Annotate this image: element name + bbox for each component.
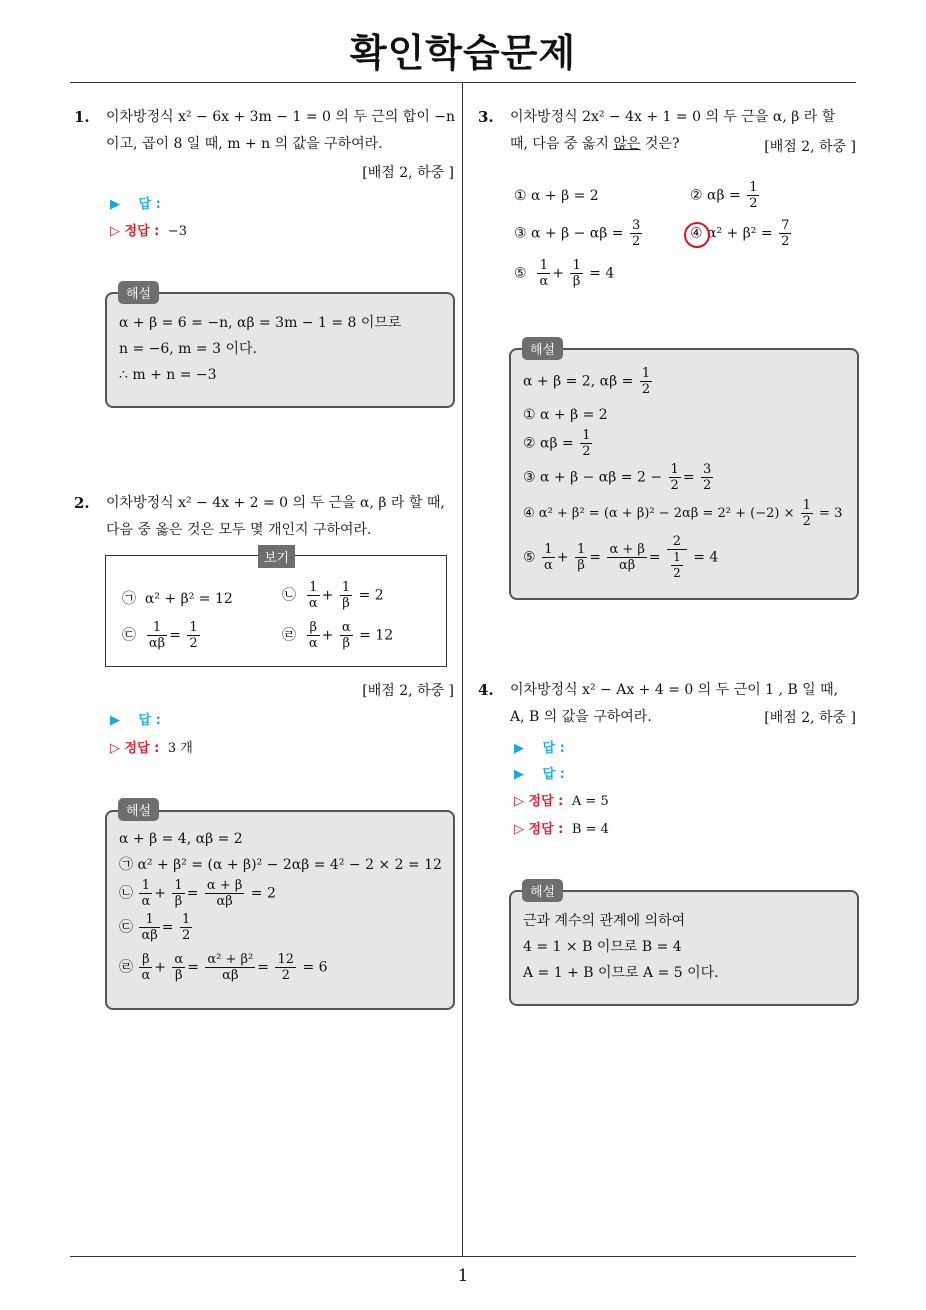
- bogi-item-a: [122, 588, 233, 608]
- bogi-item-d: ㉣ $\frac{\beta}{\alpha}$ + $\frac{\alpha}{\beta}$ = 12: [282, 620, 394, 651]
- q4-correct-label: 정답 :: [528, 794, 564, 809]
- q3-choice-4[interactable]: ④ α² + β² = $\frac{7}{2}$: [690, 218, 790, 249]
- q2-answer-label: 답 :: [138, 713, 161, 728]
- q1-answer-label: 답 :: [138, 197, 161, 212]
- filled-triangle-icon: ▶: [514, 767, 524, 782]
- q1-answer-row[interactable]: [110, 193, 161, 212]
- bottom-rule: [70, 1256, 856, 1257]
- q4-line2: A, B 의 값을 구하여라.: [510, 709, 652, 725]
- q2-number: 2.: [74, 494, 90, 512]
- outline-triangle-icon: ▷: [514, 822, 524, 837]
- q1-solution-tag: 해설: [118, 281, 159, 304]
- q2-correct-row: [110, 737, 193, 756]
- q3-sol-line: α + β = 2, αβ = $\frac{1}{2}$: [523, 366, 651, 397]
- q4-answer-label: 답 :: [542, 741, 565, 756]
- q3-choice-1[interactable]: ① α + β = 2: [514, 188, 599, 204]
- q2-sol-line: ㉡ $\frac{1}{\alpha}$ + $\frac{1}{\beta}$ = $\frac{\alpha + \beta}{\alpha\beta}$ = 2: [119, 878, 276, 909]
- bogi-mark: ㉢: [122, 627, 136, 644]
- q1-correct-row: [110, 220, 187, 239]
- outline-triangle-icon: ▷: [110, 224, 120, 239]
- q2-solution-box: [105, 810, 455, 1010]
- q3-meta: [배점 2, 하중 ]: [764, 139, 856, 155]
- q2-sol-line: ㉣ $\frac{\beta}{\alpha}$ + $\frac{\alpha}{\beta}$ = $\frac{\text{α² + β²}}{\alpha\beta}$ = $\frac{12}{2}$ = 6: [119, 952, 328, 983]
- q3-sol-line: ④ α² + β² = (α + β)² − 2αβ = 2² + (−2) × $\frac{1}{2}$ = 3: [523, 498, 843, 529]
- fraction: $\frac{1}{\alpha}$: [308, 580, 318, 611]
- q2-meta: [배점 2, 하중 ]: [362, 683, 454, 699]
- q3-sol-line: ① α + β = 2: [523, 407, 608, 423]
- q2-sol-line: α + β = 4, αβ = 2: [119, 831, 243, 847]
- q1-correct-label: 정답 :: [124, 224, 160, 239]
- q3-sol-line: ③ α + β − αβ = 2 − $\frac{1}{2}$ = $\frac{3}{2}$: [523, 462, 712, 493]
- q4-sol-line: A = 1 + B 이므로 A = 5 이다.: [523, 965, 719, 981]
- q1-correct-value: −3: [167, 224, 188, 239]
- top-rule: [70, 82, 856, 83]
- q3-choice-2[interactable]: ② αβ = $\frac{1}{2}$: [690, 180, 758, 211]
- q2-line1: 이차방정식 x² − 4x + 2 = 0 의 두 근을 α, β 라 할 때,: [106, 495, 445, 511]
- page-number: 1: [457, 1266, 469, 1286]
- filled-triangle-icon: ▶: [110, 713, 120, 728]
- q1-line1: 이차방정식 x² − 6x + 3m − 1 = 0 의 두 근의 합이 −n: [106, 109, 456, 125]
- page-title: 확인학습문제: [349, 31, 577, 75]
- bogi-mark: ㉡: [282, 587, 296, 604]
- q3-choice-5[interactable]: ⑤ $\frac{1}{\alpha}$ + $\frac{1}{\beta}$ = 4: [514, 258, 615, 289]
- filled-triangle-icon: ▶: [514, 741, 524, 756]
- bogi-item-b: ㉡ $\frac{1}{\alpha}$ + $\frac{1}{\beta}$ = 2: [282, 580, 384, 611]
- q4-sol-line: 4 = 1 × B 이므로 B = 4: [523, 939, 682, 955]
- q1-meta: [배점 2, 하중 ]: [362, 165, 454, 181]
- q4-solution-box: [509, 890, 859, 1006]
- fraction: $\frac{\beta}{\alpha}$: [308, 620, 318, 651]
- q3-solution-tag: 해설: [522, 337, 563, 360]
- q4-answer-row-1[interactable]: [514, 737, 565, 756]
- column-divider: [462, 82, 463, 1257]
- outline-triangle-icon: ▷: [110, 741, 120, 756]
- q4-meta: [배점 2, 하중 ]: [764, 710, 856, 726]
- q4-answer-label: 답 :: [542, 767, 565, 782]
- outline-triangle-icon: ▷: [514, 794, 524, 809]
- fraction: $\frac{\alpha}{\beta}$: [341, 620, 351, 651]
- q4-line1: 이차방정식 x² − Ax + 4 = 0 의 두 근이 1 , B 일 때,: [510, 682, 839, 698]
- q4-answer-row-2[interactable]: [514, 763, 565, 782]
- filled-triangle-icon: ▶: [110, 197, 120, 212]
- q1-sol-line: n = −6, m = 3 이다.: [119, 341, 257, 357]
- q4-correct-label: 정답 :: [528, 822, 564, 837]
- bogi-expr: = 12: [359, 627, 394, 644]
- q2-correct-value: 3 개: [167, 741, 193, 756]
- q4-correct-value-2: B = 4: [571, 822, 609, 837]
- q1-number: 1.: [74, 108, 90, 126]
- bogi-expr: = 2: [358, 587, 384, 604]
- q4-correct-row-1: [514, 790, 609, 809]
- q2-bogi-box: [105, 555, 447, 667]
- q1-solution-box: [105, 292, 455, 408]
- q3-sol-line: ② αβ = $\frac{1}{2}$: [523, 428, 591, 459]
- bogi-item-c: ㉢ $\frac{1}{\alpha\beta}$ = $\frac{1}{2}$: [122, 620, 198, 651]
- bogi-mark: ㉣: [282, 627, 296, 644]
- q1-sol-line: α + β = 6 = −n, αβ = 3m − 1 = 8 이므로: [119, 315, 402, 331]
- q1-line2: 이고, 곱이 8 일 때, m + n 의 값을 구하여라.: [106, 136, 383, 152]
- q3-line2: 때, 다음 중 옳지 않은 것은?: [510, 136, 680, 152]
- q2-text: [106, 490, 456, 544]
- q3-sol-line: ⑤ $\frac{1}{\alpha}$ + $\frac{1}{\beta}$ = $\frac{\alpha + \beta}{\alpha\beta}$ = $\frac{2}{\frac{1}{2}}$ = 4: [523, 534, 719, 580]
- selected-answer-circle-icon: [684, 222, 710, 248]
- q3-line1: 이차방정식 2x² − 4x + 1 = 0 의 두 근을 α, β 라 할: [510, 109, 836, 125]
- q2-line2: 다음 중 옳은 것은 모두 몇 개인지 구하여라.: [106, 522, 372, 538]
- q2-solution-tag: 해설: [118, 798, 159, 821]
- q4-solution-tag: 해설: [522, 879, 563, 902]
- bogi-expr: α² + β² = 12: [144, 591, 233, 607]
- q3-choice-3[interactable]: ③ α + β − αβ = $\frac{3}{2}$: [514, 218, 641, 249]
- q1-text: [106, 104, 456, 158]
- q4-number: 4.: [478, 681, 494, 699]
- q2-sol-line: ㉠ α² + β² = (α + β)² − 2αβ = 4² − 2 × 2 = 12: [119, 857, 442, 873]
- fraction: $\frac{1}{2}$: [189, 620, 198, 651]
- fraction: $\frac{1}{\alpha\beta}$: [148, 620, 166, 651]
- q2-bogi-tag: 보기: [258, 545, 295, 568]
- q1-sol-line: ∴ m + n = −3: [119, 367, 217, 383]
- q2-sol-line: ㉢ $\frac{1}{\alpha\beta}$ = $\frac{1}{2}$: [119, 912, 191, 943]
- q4-correct-value-1: A = 5: [571, 794, 609, 809]
- q3-number: 3.: [478, 108, 494, 126]
- bogi-mark: ㉠: [122, 591, 136, 607]
- q2-answer-row[interactable]: [110, 709, 161, 728]
- q4-correct-row-2: [514, 818, 609, 837]
- q2-correct-label: 정답 :: [124, 741, 160, 756]
- fraction: $\frac{1}{\beta}$: [341, 580, 351, 611]
- q3-solution-box: [509, 348, 859, 600]
- q4-sol-line: 근과 계수의 관계에 의하여: [523, 913, 686, 929]
